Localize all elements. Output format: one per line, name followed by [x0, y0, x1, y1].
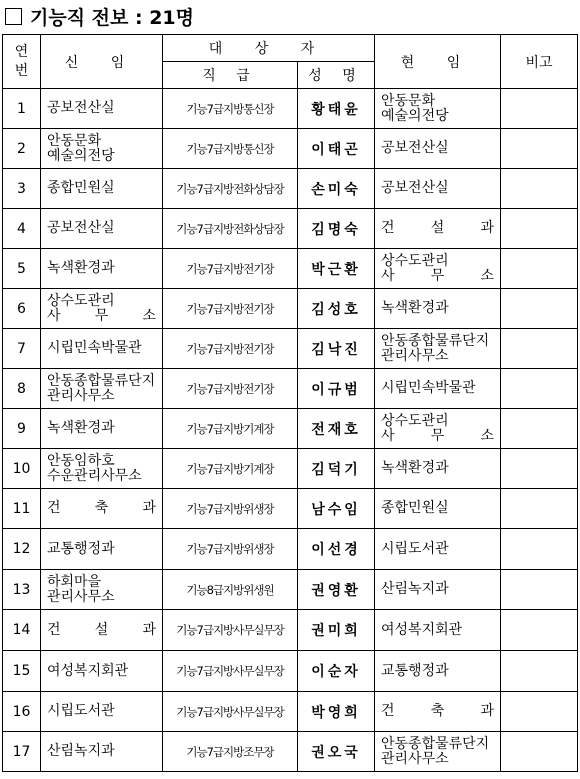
note: [501, 732, 578, 772]
current-post: 시립민속박물관: [375, 369, 501, 409]
rank: 기능7급지방전기장: [163, 289, 298, 329]
header-target: 대 상 자: [163, 35, 375, 62]
table-row: [3, 129, 578, 169]
note: [501, 449, 578, 489]
new-post: 여성복지회관: [41, 651, 163, 692]
table-row: [3, 449, 578, 489]
row-number: 6: [3, 289, 41, 329]
person-name: 남수임: [298, 489, 375, 529]
header-current-post: 현 임: [375, 35, 501, 89]
rank: 기능7급지방전기장: [163, 369, 298, 409]
new-post: 교통행정과: [41, 529, 163, 570]
row-number: 10: [3, 449, 41, 489]
row-number: 5: [3, 249, 41, 289]
table-row: [3, 570, 578, 610]
new-post: 안동임하호 수운관리사무소: [41, 449, 163, 489]
current-post: 건 축 과: [375, 692, 501, 732]
new-post: 상수도관리 사 무 소: [41, 289, 163, 329]
table-row: [3, 289, 578, 329]
current-post: 안동종합물류단지 관리사무소: [375, 329, 501, 369]
transfer-table: [2, 34, 578, 772]
table-row: [3, 89, 578, 129]
note: [501, 209, 578, 249]
person-name: 권오국: [298, 732, 375, 772]
table-row: [3, 651, 578, 692]
row-number: 7: [3, 329, 41, 369]
table-row: [3, 732, 578, 772]
rank: 기능7급지방사무실무장: [163, 692, 298, 732]
checkbox-square-icon: [5, 8, 22, 25]
table-row: [3, 329, 578, 369]
row-number: 3: [3, 169, 41, 209]
note: [501, 89, 578, 129]
new-post: 안동종합물류단지 관리사무소: [41, 369, 163, 409]
row-number: 9: [3, 409, 41, 449]
current-post: 여성복지회관: [375, 610, 501, 651]
current-post: 공보전산실: [375, 129, 501, 169]
row-number: 2: [3, 129, 41, 169]
current-post: 공보전산실: [375, 169, 501, 209]
new-post: 건 축 과: [41, 489, 163, 529]
rank: 기능7급지방기계장: [163, 449, 298, 489]
header-note: 비고: [501, 35, 578, 89]
note: [501, 329, 578, 369]
note: [501, 692, 578, 732]
person-name: 김명숙: [298, 209, 375, 249]
row-number: 16: [3, 692, 41, 732]
header-name: 성 명: [298, 62, 375, 89]
rank: 기능7급지방사무실무장: [163, 651, 298, 692]
person-name: 이태곤: [298, 129, 375, 169]
header-new-post: 신 임: [41, 35, 163, 89]
row-number: 1: [3, 89, 41, 129]
new-post: 공보전산실: [41, 89, 163, 129]
person-name: 이순자: [298, 651, 375, 692]
current-post: 안동종합물류단지 관리사무소: [375, 732, 501, 772]
person-name: 박근환: [298, 249, 375, 289]
rank: 기능7급지방기계장: [163, 409, 298, 449]
row-number: 17: [3, 732, 41, 772]
current-post: 상수도관리 사 무 소: [375, 249, 501, 289]
rank: 기능7급지방사무실무장: [163, 610, 298, 651]
new-post: 안동문화 예술의전당: [41, 129, 163, 169]
table-row: [3, 529, 578, 570]
new-post: 산림녹지과: [41, 732, 163, 772]
rank: 기능7급지방위생장: [163, 489, 298, 529]
rank: 기능7급지방전기장: [163, 329, 298, 369]
row-number: 12: [3, 529, 41, 570]
new-post: 시립도서관: [41, 692, 163, 732]
table-row: [3, 369, 578, 409]
table-row: [3, 209, 578, 249]
new-post: 종합민원실: [41, 169, 163, 209]
note: [501, 409, 578, 449]
rank: 기능7급지방조무장: [163, 732, 298, 772]
header-rank: 직 급: [163, 62, 298, 89]
note: [501, 610, 578, 651]
table-row: [3, 169, 578, 209]
current-post: 건 설 과: [375, 209, 501, 249]
rank: 기능7급지방통신장: [163, 129, 298, 169]
note: [501, 570, 578, 610]
table-row: [3, 409, 578, 449]
rank: 기능7급지방전화상담장: [163, 209, 298, 249]
table-row: [3, 249, 578, 289]
rank: 기능7급지방전화상담장: [163, 169, 298, 209]
person-name: 김낙진: [298, 329, 375, 369]
current-post: 산림녹지과: [375, 570, 501, 610]
person-name: 이선경: [298, 529, 375, 570]
person-name: 권영환: [298, 570, 375, 610]
rank: 기능7급지방통신장: [163, 89, 298, 129]
current-post: 녹색환경과: [375, 289, 501, 329]
person-name: 박영희: [298, 692, 375, 732]
person-name: 김덕기: [298, 449, 375, 489]
table-row: [3, 692, 578, 732]
header-no: 연 번: [3, 35, 41, 89]
new-post: 공보전산실: [41, 209, 163, 249]
current-post: 안동문화 예술의전당: [375, 89, 501, 129]
note: [501, 529, 578, 570]
current-post: 상수도관리 사 무 소: [375, 409, 501, 449]
row-number: 8: [3, 369, 41, 409]
person-name: 황태윤: [298, 89, 375, 129]
note: [501, 369, 578, 409]
note: [501, 651, 578, 692]
page-title: [5, 3, 194, 29]
new-post: 건 설 과: [41, 610, 163, 651]
note: [501, 489, 578, 529]
current-post: 종합민원실: [375, 489, 501, 529]
row-number: 4: [3, 209, 41, 249]
current-post: 시립도서관: [375, 529, 501, 570]
person-name: 김성호: [298, 289, 375, 329]
note: [501, 129, 578, 169]
rank: 기능8급지방위생원: [163, 570, 298, 610]
rank: 기능7급지방위생장: [163, 529, 298, 570]
person-name: 손미숙: [298, 169, 375, 209]
row-number: 13: [3, 570, 41, 610]
note: [501, 169, 578, 209]
row-number: 11: [3, 489, 41, 529]
note: [501, 249, 578, 289]
new-post: 녹색환경과: [41, 249, 163, 289]
person-name: 이규범: [298, 369, 375, 409]
table-row: [3, 610, 578, 651]
current-post: 교통행정과: [375, 651, 501, 692]
current-post: 녹색환경과: [375, 449, 501, 489]
person-name: 권미희: [298, 610, 375, 651]
rank: 기능7급지방전기장: [163, 249, 298, 289]
row-number: 14: [3, 610, 41, 651]
new-post: 시립민속박물관: [41, 329, 163, 369]
note: [501, 289, 578, 329]
new-post: 하회마을 관리사무소: [41, 570, 163, 610]
page-title-text: 기능직 전보 : 21명: [30, 6, 195, 29]
table-row: [3, 489, 578, 529]
row-number: 15: [3, 651, 41, 692]
new-post: 녹색환경과: [41, 409, 163, 449]
person-name: 전재호: [298, 409, 375, 449]
